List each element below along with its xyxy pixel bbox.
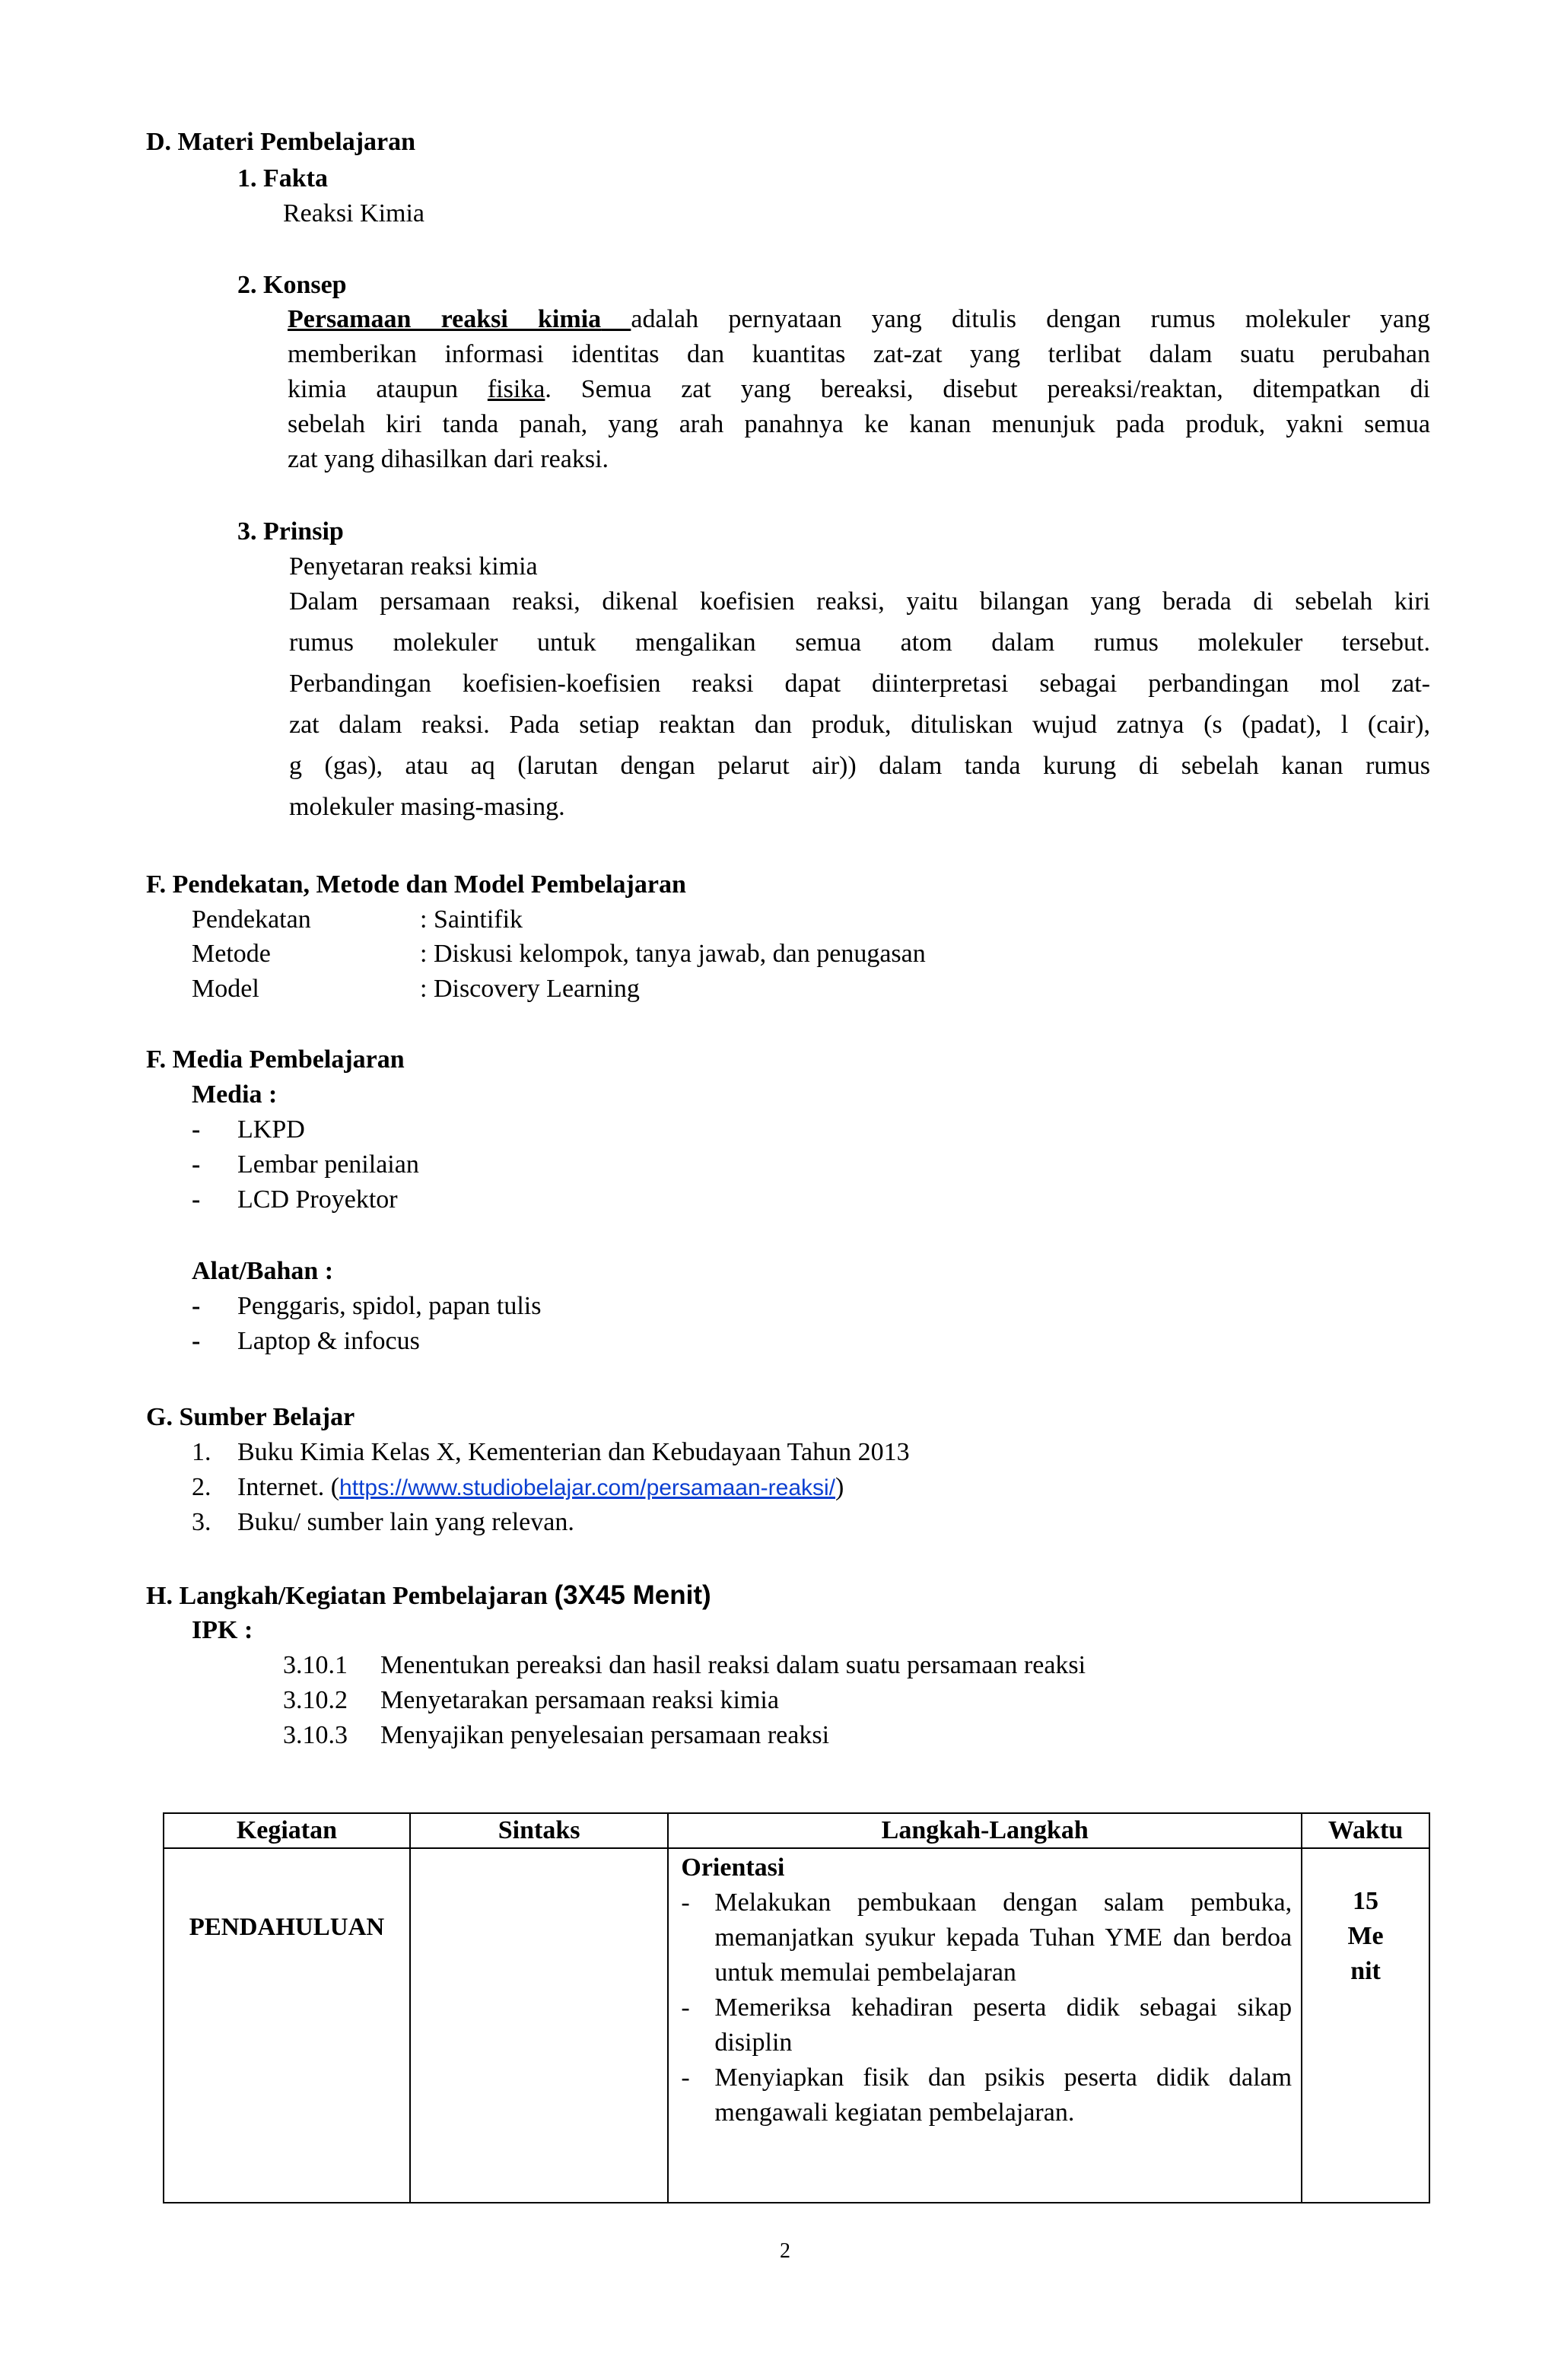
model-value: : Discovery Learning	[420, 975, 640, 1003]
activity-table	[163, 1812, 1430, 2203]
section-f2-title: F. Media Pembelajaran	[146, 1045, 405, 1074]
header-waktu: Waktu	[1302, 1813, 1429, 1848]
ipk-text: Menyajikan penyelesaian persamaan reaksi	[380, 1721, 830, 1749]
pendekatan-value: : Saintifik	[420, 905, 523, 934]
metode-label: Metode	[192, 940, 271, 968]
section-h-title: H. Langkah/Kegiatan Pembelajaran (3X45 Menit)	[146, 1580, 711, 1610]
waktu-line: 15	[1353, 1887, 1379, 1915]
media-item: LCD Proyektor	[237, 1185, 398, 1214]
metode-value: : Diskusi kelompok, tanya jawab, dan penugasan	[420, 940, 926, 968]
ipk-code: 3.10.3	[283, 1721, 348, 1749]
list-item: - Melakukan pembukaan dengan salam pembuka, memanjatkan syukur kepada Tuhan YME dan berdoa untuk memulai pembelajaran	[681, 1888, 1293, 1987]
sumber-num-1: 1.	[192, 1438, 211, 1466]
section-g-title: G. Sumber Belajar	[146, 1403, 355, 1431]
duration-label: (3X45 Menit)	[554, 1580, 711, 1610]
konsep-title: 2. Konsep	[237, 271, 347, 299]
konsep-term: Persamaan reaksi kimia	[288, 305, 602, 333]
media-title: Media :	[192, 1080, 278, 1109]
prinsip-line-4: zat dalam reaksi. Pada setiap reaktan dan produk, dituliskan wujud zatnya (s (padat), l (cair),	[289, 711, 1430, 739]
sumber-item-3: Buku/ sumber lain yang relevan.	[237, 1508, 574, 1536]
alat-title: Alat/Bahan :	[192, 1257, 334, 1285]
section-f1-title: F. Pendekatan, Metode dan Model Pembelajaran	[146, 870, 686, 899]
list-item: - Menyiapkan fisik dan psikis peserta didik dalam mengawali kegiatan pembelajaran.	[681, 2063, 1293, 2127]
alat-dash-2: -	[192, 1327, 201, 1355]
waktu-cell	[1302, 1848, 1429, 2203]
table-row	[164, 1848, 1429, 2203]
waktu-line: nit	[1350, 1957, 1381, 1985]
prinsip-title: 3. Prinsip	[237, 517, 344, 546]
konsep-line-3: kimia ataupun fisika. Semua zat yang bereaksi, disebut pereaksi/reaktan, ditempatkan di	[288, 375, 1430, 403]
prinsip-subtitle: Penyetaran reaksi kimia	[289, 552, 538, 581]
media-dash-3: -	[192, 1185, 201, 1214]
konsep-line-4: sebelah kiri tanda panah, yang arah panahnya ke kanan menunjuk pada produk, yakni semua	[288, 410, 1430, 438]
fisika-link[interactable]: fisika	[487, 375, 545, 403]
sumber-item-1: Buku Kimia Kelas X, Kementerian dan Kebudayaan Tahun 2013	[237, 1438, 910, 1466]
konsep-line-2: memberikan informasi identitas dan kuantitas zat-zat yang terlibat dalam suatu perubahan	[288, 340, 1430, 368]
kegiatan-label: PENDAHULUAN	[189, 1914, 385, 1941]
prinsip-line-6: molekuler masing-masing.	[289, 793, 565, 821]
prinsip-line-1: Dalam persamaan reaksi, dikenal koefisien reaksi, yaitu bilangan yang berada di sebelah kiri	[289, 587, 1430, 616]
model-label: Model	[192, 975, 259, 1003]
ipk-text: Menentukan pereaksi dan hasil reaksi dalam suatu persamaan reaksi	[380, 1651, 1086, 1679]
sumber-num-2: 2.	[192, 1473, 211, 1501]
pendekatan-label: Pendekatan	[192, 905, 311, 934]
prinsip-line-3: Perbandingan koefisien-koefisien reaksi dapat diinterpretasi sebagai perbandingan mol zat-	[289, 670, 1430, 698]
list-item: - Memeriksa kehadiran peserta didik sebagai sikap disiplin	[681, 1993, 1293, 2057]
page-number: 2	[780, 2239, 790, 2263]
ipk-code: 3.10.1	[283, 1651, 348, 1679]
ipk-code: 3.10.2	[283, 1686, 348, 1714]
header-sintaks: Sintaks	[410, 1813, 669, 1848]
prinsip-line-5: g (gas), atau aq (larutan dengan pelarut air)) dalam tanda kurung di sebelah kanan rumus	[289, 752, 1430, 780]
waktu-line: Me	[1347, 1922, 1384, 1950]
langkah-cell	[668, 1848, 1302, 2203]
fakta-title: 1. Fakta	[237, 164, 328, 192]
konsep-line-5: zat yang dihasilkan dari reaksi.	[288, 445, 609, 473]
media-dash-2: -	[192, 1150, 201, 1179]
prinsip-line-2: rumus molekuler untuk mengalikan semua atom dalam rumus molekuler tersebut.	[289, 628, 1430, 657]
section-d-title: D. Materi Pembelajaran	[146, 128, 416, 156]
alat-item: Laptop & infocus	[237, 1327, 420, 1355]
ipk-title: IPK :	[192, 1616, 253, 1644]
alat-item: Penggaris, spidol, papan tulis	[237, 1292, 542, 1320]
media-dash-1: -	[192, 1115, 201, 1144]
alat-dash-1: -	[192, 1292, 201, 1320]
sintaks-cell	[410, 1848, 669, 2203]
fakta-text: Reaksi Kimia	[283, 199, 425, 228]
sumber-item-2: Internet. (https://www.studiobelajar.com/persamaan-reaksi/)	[237, 1473, 844, 1501]
header-kegiatan: Kegiatan	[164, 1813, 410, 1848]
media-item: LKPD	[237, 1115, 305, 1144]
table-header-row	[164, 1813, 1429, 1848]
orientasi-heading: Orientasi	[681, 1853, 785, 1882]
media-item: Lembar penilaian	[237, 1150, 419, 1179]
kegiatan-cell	[164, 1848, 410, 2203]
konsep-line-1: Persamaan reaksi kimia adalah pernyataan yang ditulis dengan rumus molekuler yang	[288, 305, 1431, 333]
sumber-num-3: 3.	[192, 1508, 211, 1536]
ipk-text: Menyetarakan persamaan reaksi kimia	[380, 1686, 779, 1714]
internet-link[interactable]: https://www.studiobelajar.com/persamaan-reaksi/	[339, 1475, 836, 1500]
header-langkah: Langkah-Langkah	[668, 1813, 1302, 1848]
